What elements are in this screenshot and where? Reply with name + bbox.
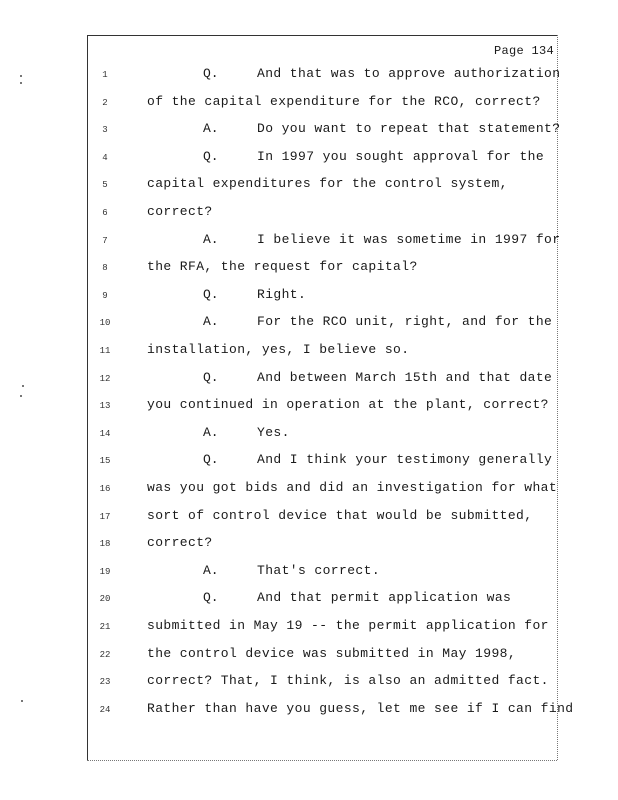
line-text: And I think your testimony generally [257,452,553,467]
transcript-line [0,287,618,314]
transcript-line [0,314,618,341]
transcript-line [0,176,618,203]
speaker-label: A. [203,232,219,247]
transcript-line [0,590,618,617]
line-number: 19 [99,567,111,577]
transcript-line [0,452,618,479]
scan-speck [20,395,22,397]
speaker-label: A. [203,425,219,440]
speaker-label: Q. [203,370,219,385]
speaker-label: A. [203,563,219,578]
transcript-line [0,618,618,645]
line-number: 8 [102,263,108,273]
line-text: Rather than have you guess, let me see if I can find [147,701,574,716]
line-number: 15 [99,456,111,466]
transcript-line [0,342,618,369]
speaker-label: Q. [203,149,219,164]
line-number: 6 [102,208,108,218]
transcript-line [0,425,618,452]
speaker-label: Q. [203,287,219,302]
line-text: In 1997 you sought approval for the [257,149,545,164]
line-number: 12 [99,374,111,384]
transcript-line [0,701,618,728]
line-number: 18 [99,539,111,549]
scan-speck [22,385,24,387]
line-number: 5 [102,180,108,190]
speaker-label: A. [203,314,219,329]
scan-speck [21,700,23,702]
line-text: correct? That, I think, is also an admitted fact. [147,673,549,688]
line-text: Right. [257,287,307,302]
line-number: 13 [99,401,111,411]
line-text: And between March 15th and that date [257,370,553,385]
line-text: I believe it was sometime in 1997 for [257,232,561,247]
transcript-line [0,563,618,590]
line-text: the RFA, the request for capital? [147,259,418,274]
line-text: of the capital expenditure for the RCO, correct? [147,94,541,109]
transcript-line [0,149,618,176]
transcript-line [0,232,618,259]
line-text: correct? [147,204,213,219]
transcript-line [0,259,618,286]
line-text: Do you want to repeat that statement? [257,121,561,136]
transcript-line [0,397,618,424]
scan-speck [20,82,22,84]
transcript-line [0,370,618,397]
line-number: 2 [102,98,108,108]
line-text: installation, yes, I believe so. [147,342,410,357]
transcript-line [0,204,618,231]
speaker-label: A. [203,121,219,136]
speaker-label: Q. [203,590,219,605]
transcript-line [0,94,618,121]
transcript-line [0,646,618,673]
speaker-label: Q. [203,452,219,467]
transcript-line [0,121,618,148]
line-number: 4 [102,153,108,163]
line-text: correct? [147,535,213,550]
line-number: 22 [99,650,111,660]
line-number: 20 [99,594,111,604]
line-text: the control device was submitted in May 1998, [147,646,517,661]
line-text: was you got bids and did an investigation for what [147,480,558,495]
page-number: Page 134 [493,44,554,58]
line-number: 16 [99,484,111,494]
line-text: submitted in May 19 -- the permit application for [147,618,549,633]
line-text: capital expenditures for the control system, [147,176,508,191]
transcript-line [0,508,618,535]
scan-speck [20,75,22,77]
line-text: you continued in operation at the plant, correct? [147,397,549,412]
footer-rule [87,760,557,761]
transcript-line [0,535,618,562]
line-text: sort of control device that would be submitted, [147,508,533,523]
line-number: 17 [99,512,111,522]
line-number: 23 [99,677,111,687]
line-number: 21 [99,622,111,632]
transcript-line [0,480,618,507]
line-number: 11 [99,346,111,356]
line-text: That's correct. [257,563,381,578]
line-number: 1 [102,70,108,80]
line-number: 7 [102,236,108,246]
transcript-line [0,66,618,93]
line-text: And that permit application was [257,590,512,605]
line-text: Yes. [257,425,290,440]
line-number: 9 [102,291,108,301]
line-number: 24 [99,705,111,715]
line-number: 14 [99,429,111,439]
speaker-label: Q. [203,66,219,81]
line-number: 10 [99,318,111,328]
line-text: And that was to approve authorization [257,66,561,81]
transcript-line [0,673,618,700]
line-text: For the RCO unit, right, and for the [257,314,553,329]
line-number: 3 [102,125,108,135]
